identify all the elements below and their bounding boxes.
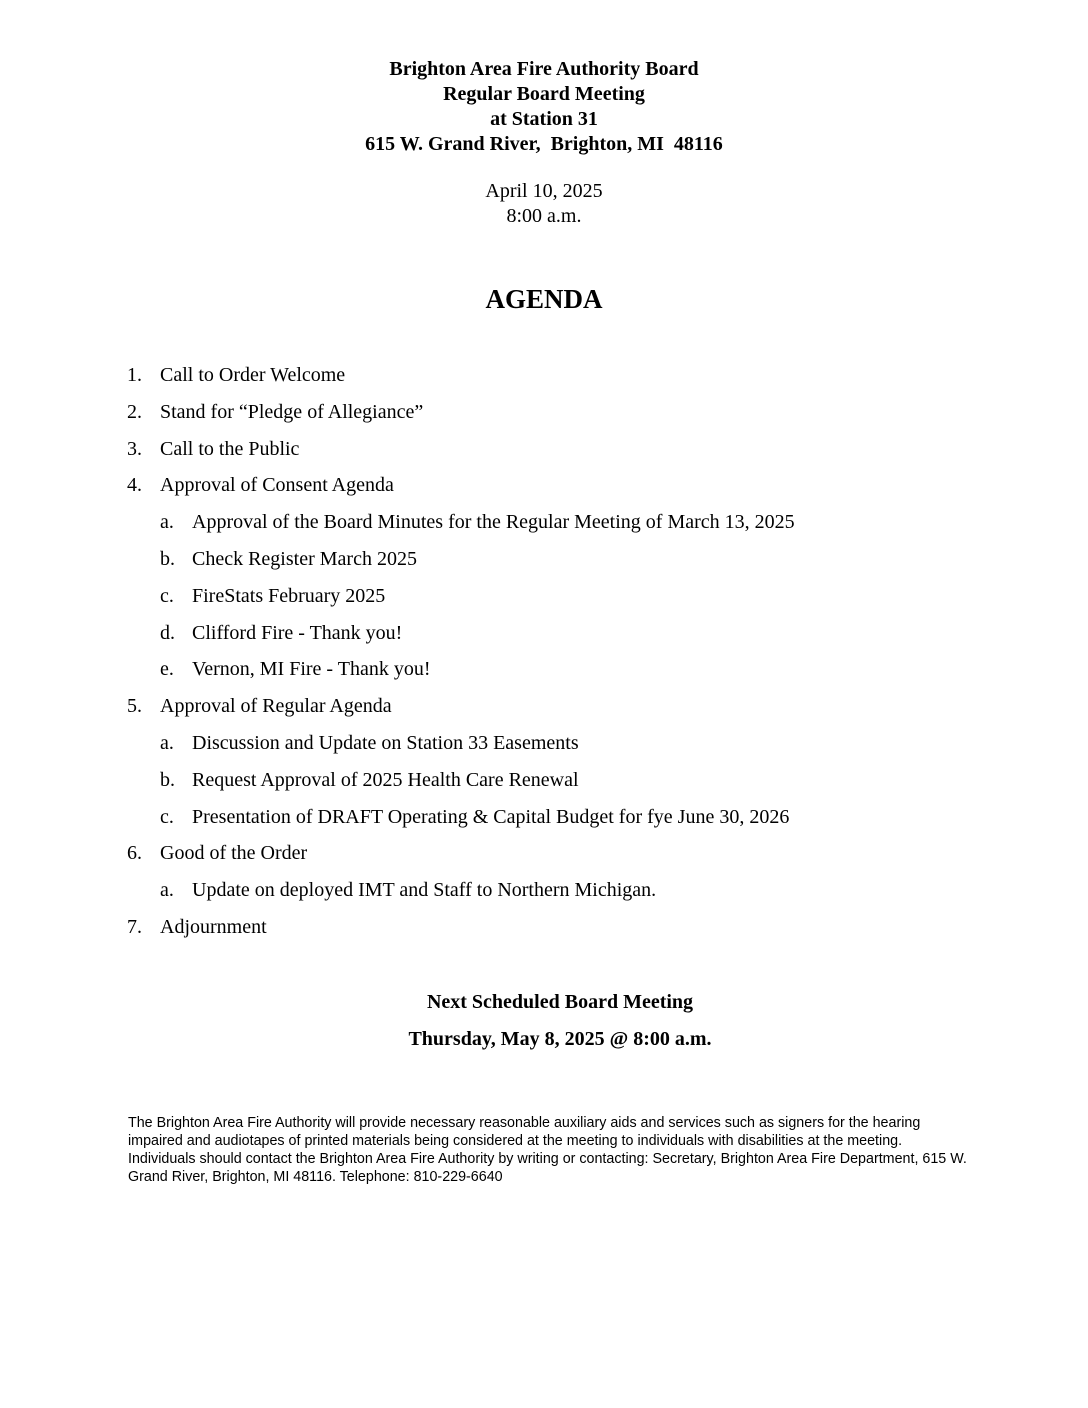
agenda-list xyxy=(0,360,1088,949)
agenda-subitem xyxy=(0,802,1088,839)
agenda-subitem-letter: a. xyxy=(160,879,174,902)
agenda-item-text: Stand for “Pledge of Allegiance” xyxy=(160,400,424,423)
agenda-item-number: 6. xyxy=(127,842,142,865)
agenda-item-number: 3. xyxy=(127,437,142,460)
agenda-item-number: 2. xyxy=(127,400,142,423)
agenda-subitem-letter: c. xyxy=(160,584,174,607)
agenda-subitem-text: Check Register March 2025 xyxy=(192,547,417,570)
agenda-item xyxy=(0,434,1088,471)
agenda-item-number: 5. xyxy=(127,695,142,718)
agenda-subitem-text: Clifford Fire - Thank you! xyxy=(192,621,403,644)
meeting-time: 8:00 a.m. xyxy=(506,205,582,227)
agenda-item xyxy=(0,397,1088,434)
agenda-item-number: 4. xyxy=(127,474,142,497)
agenda-subitem-letter: a. xyxy=(160,731,174,754)
agenda-subitem-text: Approval of the Board Minutes for the Regular Meeting of March 13, 2025 xyxy=(192,511,795,534)
agenda-subitem-letter: c. xyxy=(160,805,174,828)
agenda-subitem xyxy=(0,728,1088,765)
agenda-item-number: 1. xyxy=(127,364,142,386)
agenda-subitem-letter: b. xyxy=(160,768,175,791)
agenda-subitem-letter: e. xyxy=(160,658,174,681)
accessibility-notice: The Brighton Area Fire Authority will provide necessary reasonable auxiliary aids and services such as signers for the hearing impaired and audiotapes of printed materials being considered at the meeting to individuals with disabilities at the meeting. Individuals should contact the Brighton Area Fire Authority by writing or contacting: Secretary, Brighton Area Fire Department, 615 W. Grand River, Brighton, MI 48116. Telephone: 810-229-6640 xyxy=(128,1115,967,1185)
agenda-subitem-text: FireStats February 2025 xyxy=(192,584,386,607)
agenda-item xyxy=(0,912,1088,949)
document-header xyxy=(0,57,1088,157)
agenda-subitem-text: Vernon, MI Fire - Thank you! xyxy=(192,658,431,681)
agenda-subitem-letter: b. xyxy=(160,547,175,570)
agenda-title: AGENDA xyxy=(485,284,603,314)
agenda-subitem xyxy=(0,618,1088,655)
agenda-subitem-text: Discussion and Update on Station 33 Easements xyxy=(192,731,579,754)
meeting-datetime xyxy=(0,179,1088,229)
meeting-date: April 10, 2025 xyxy=(485,180,603,202)
meeting-type: Regular Board Meeting xyxy=(443,83,645,105)
agenda-subitem-letter: a. xyxy=(160,511,174,534)
agenda-subitem xyxy=(0,875,1088,912)
agenda-item-text: Approval of Consent Agenda xyxy=(160,474,394,497)
agenda-item-text: Good of the Order xyxy=(160,842,308,865)
agenda-subitem xyxy=(0,507,1088,544)
meeting-address: 615 W. Grand River, Brighton, MI 48116 xyxy=(365,133,723,155)
agenda-item xyxy=(0,470,1088,507)
agenda-item-number: 7. xyxy=(127,915,142,938)
agenda-subitem-text: Request Approval of 2025 Health Care Renewal xyxy=(192,768,579,791)
next-meeting-heading: Next Scheduled Board Meeting xyxy=(426,991,694,1013)
agenda-item xyxy=(0,691,1088,728)
agenda-subitem-text: Update on deployed IMT and Staff to Northern Michigan. xyxy=(192,879,657,902)
agenda-item-text: Adjournment xyxy=(160,915,267,938)
meeting-location: at Station 31 xyxy=(490,108,598,130)
next-meeting-datetime: Thursday, May 8, 2025 @ 8:00 a.m. xyxy=(408,1028,712,1050)
agenda-item xyxy=(0,838,1088,875)
agenda-subitem-text: Presentation of DRAFT Operating & Capital Budget for fye June 30, 2026 xyxy=(192,805,790,828)
agenda-item-text: Call to the Public xyxy=(160,437,300,460)
agenda-item-text: Call to Order Welcome xyxy=(160,364,346,386)
board-name: Brighton Area Fire Authority Board xyxy=(389,58,699,80)
agenda-subitem-letter: d. xyxy=(160,621,175,644)
agenda-item xyxy=(0,360,1088,397)
agenda-subitem xyxy=(0,765,1088,802)
agenda-subitem xyxy=(0,544,1088,581)
next-meeting xyxy=(0,988,1088,1053)
agenda-item-text: Approval of Regular Agenda xyxy=(160,695,392,718)
agenda-subitem xyxy=(0,581,1088,618)
agenda-subitem xyxy=(0,654,1088,691)
